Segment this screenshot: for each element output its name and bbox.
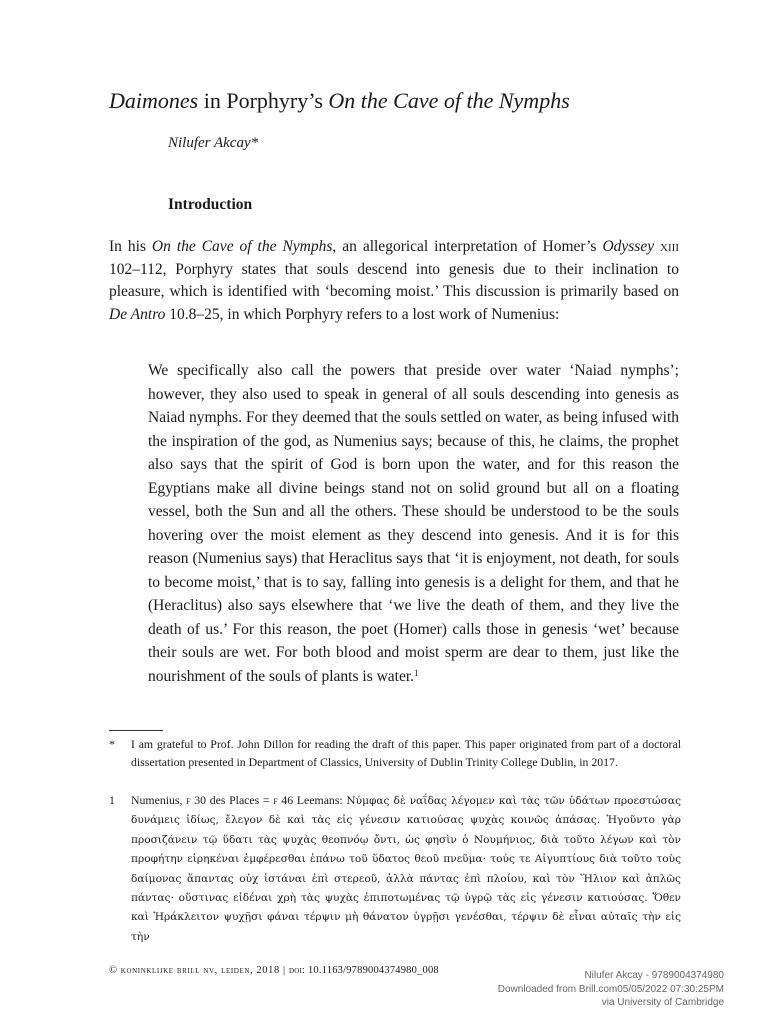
intro-text-1: In his (109, 238, 152, 255)
download-watermark (498, 969, 724, 1010)
block-quote-text: We specifically also call the powers that preside over water ‘Naiad nymphs’; however, they also used to speak in general of all souls descending into genesis as Naiad nymphs. For they deemed that the souls settled on water, as being infused with the inspiration of the god, as Numenius says; because of this, he claims, the prophet also says that the spirit of God is born upon the water, and for this reason the Egyptians make all divine beings stand not on solid ground but all on a floating vessel, both the Sun and all the others. These should be understood to be the souls hovering over the moist element as they descend into genesis. And it is for this reason (Numenius says) that Heraclitus says that ‘it is enjoyment, not death, for souls to become moist,’ that is to say, falling into genesis is a delight for them, and that he (Heraclitus) also says elsewhere that ‘we live the death of them, and they live the death of us.’ For this reason, the poet (Homer) calls those in genesis ‘wet’ because their souls are wet. For both blood and moist sperm are dear to them, just like the nourishment of the souls of plants is water. (148, 362, 679, 685)
footnote-body (131, 791, 681, 946)
download-line-isbn: Nilufer Akcay - 9789004374980 (584, 970, 724, 981)
title-italic-daimones: Daimones (109, 88, 199, 113)
block-quote (148, 359, 679, 688)
footnote-divider (109, 730, 163, 731)
download-line-institution: via University of Cambridge (601, 997, 724, 1008)
section-heading: Introduction (168, 196, 253, 213)
intro-text-3: 102–112, Porphyry states that souls descend into genesis due to their inclination to pleasure, which is identified with ‘becoming moist.’ This discussion is primarily based on (109, 260, 679, 301)
footnote-mark: 1 (109, 793, 115, 807)
author-name: Nilufer Akcay* (168, 135, 259, 151)
intro-italic-3: De Antro (109, 305, 166, 323)
title-italic-work: On the Cave of the Nymphs (328, 88, 570, 113)
footnote-latin-3: 46 Leemans: (277, 793, 347, 807)
footer-doi[interactable]: doi: 10.1163/9789004374980_008 (288, 965, 439, 976)
footnote-fragment-mark-1: f (186, 793, 191, 807)
footnote-fragment-mark-2: f (273, 793, 278, 807)
footnote-text: I am grateful to Prof. John Dillon for reading the draft of this paper. This paper originated from part of a doctoral dissertation presented in Department of Classics, University of Dublin Trinity College Dublin, in 2017. (131, 737, 681, 770)
intro-paragraph (109, 236, 679, 326)
title-roman: in Porphyry’s (198, 88, 329, 113)
intro-text-4: 10.8–25, in which Porphyry refers to a lost work of Numenius: (165, 305, 560, 323)
footer-separator: | (279, 965, 289, 976)
intro-italic-2: Odyssey (602, 238, 655, 255)
chapter-title (109, 86, 709, 116)
footer-copyright: © koninklijke brill nv, leiden, 2018 (109, 965, 280, 976)
intro-text-2: , an allegorical interpretation of Homer’s (332, 238, 603, 255)
footnote-greek-text: Νύμφας δὲ ναΐδας λέγομεν καὶ τὰς τῶν ὑδάτων προεστώσας δυνάμεις ἰδίως, ἔλεγον δὲ καὶ τὰς εἰς γένεσιν κατιούσας ψυχὰς κοινῶς ἁπάσας. Ἡγοῦντο γὰρ προσιζάνειν τῷ ὕδατι τὰς ψυχὰς θεοπνόῳ ὄντι, ὡς φησὶν ὁ Νουμήνιος, διὰ τοῦτο λέγων καὶ τὸν προφήτην εἰρηκέναι ἐμφέρεσθαι ἐπάνω τοῦ ὕδατος θεοῦ πνεῦμα· τούς τε Αἰγυπτίους διὰ τοῦτο τοὺς δαίμονας ἅπαντας οὐχ ἱστάναι ἐπὶ στερεοῦ, ἀλλὰ πάντας ἐπὶ πλοίου, καὶ τὸν Ἥλιον καὶ ἁπλῶς πάντας· οὕστινας εἰδέναι χρὴ τὰς ψυχὰς ἐπιποτωμένας τῷ ὑγρῷ τὰς εἰς γένεσιν κατιούσας. Ὅθεν καὶ Ἡράκλειτον ψυχῇσι φάναι τέρψιν μὴ θάνατον ὑγρῇσι γενέσθαι, τέρψιν δὲ εἶναι αὐταῖς τὴν εἰς τὴν (131, 795, 682, 943)
footnote-latin-1: Numenius, (131, 793, 187, 807)
intro-italic-1: On the Cave of the Nymphs (151, 238, 333, 255)
page-footer (109, 965, 439, 976)
footnote-mark: * (109, 737, 115, 751)
download-line-date: Downloaded from Brill.com05/05/2022 07:30:25PM (497, 983, 724, 995)
footnote-latin-2: 30 des Places = (190, 793, 274, 807)
footnote-asterisk (109, 735, 681, 772)
footnote-1 (109, 791, 681, 946)
intro-book-number: xiii (654, 238, 679, 255)
footnote-reference-1[interactable]: 1 (414, 667, 419, 678)
